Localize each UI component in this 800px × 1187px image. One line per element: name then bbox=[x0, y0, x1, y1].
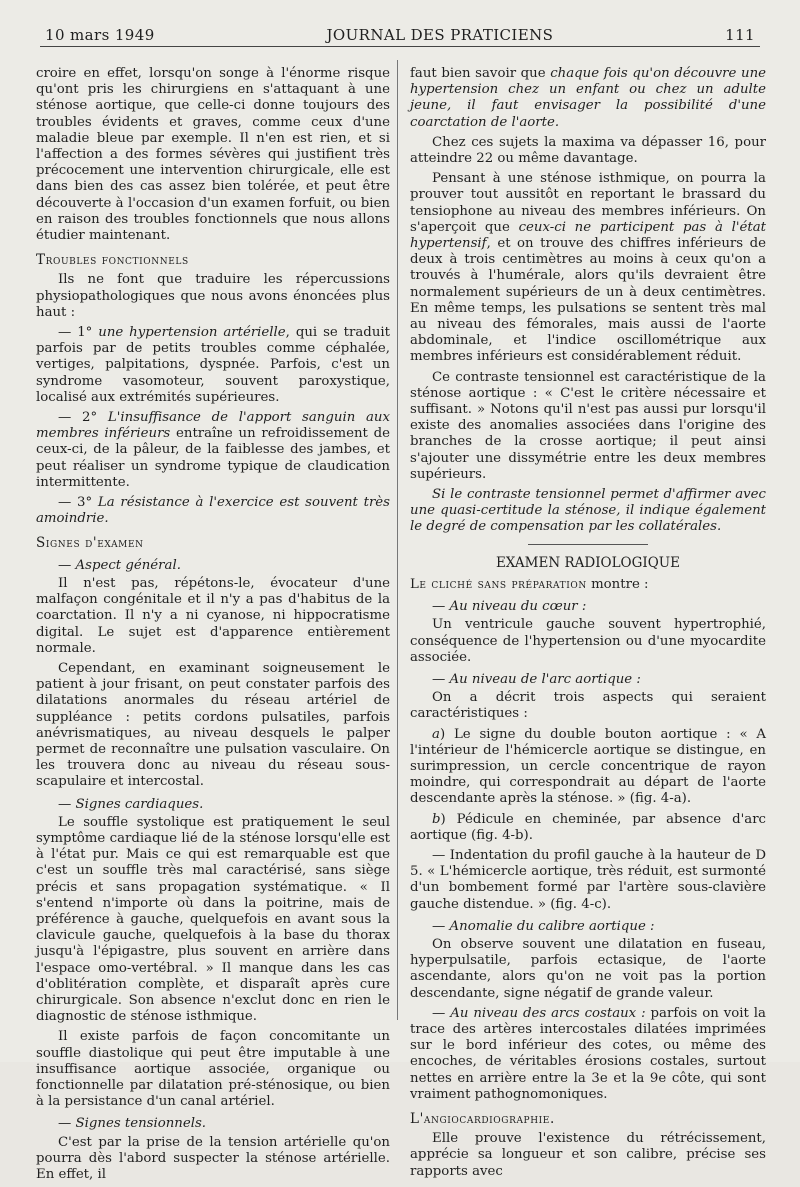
heading-signes-examen: Signes d'examen bbox=[36, 535, 144, 552]
tensionnels-paragraph: C'est par la prise de la tension artérielle qu'on pourra dès l'abord suspecter la sténose artérielle. En effet, il bbox=[36, 1134, 390, 1182]
heading-troubles-fonctionnels: Troubles fonctionnels bbox=[36, 252, 189, 269]
trouble-1: — 1° une hypertension artérielle, qui se traduit parfois par de petits troubles comme céphalée, vertiges, palpitations, dyspnée. Parfois, c'est un syndrome vasomoteur, souvent paroxystique, localisé aux extrémités supérieures. bbox=[36, 325, 390, 405]
sujets-paragraph: Chez ces sujets la maxima va dépasser 16, pour atteindre 22 ou même davantage. bbox=[410, 134, 766, 167]
right-column bbox=[410, 66, 766, 1184]
coeur-paragraph: Un ventricule gauche souvent hypertrophié, conséquence de l'hypertension ou d'une myocardite associée. bbox=[410, 617, 766, 665]
cliche-heading: Le cliché sans préparation montre : bbox=[410, 576, 649, 592]
header-rule bbox=[40, 46, 760, 47]
aspect-paragraph-1: Il n'est pas, répétons-le, évocateur d'une malfaçon congénitale et il n'y a pas d'habitus de la coarctation. Il n'y a ni cyanose, ni hippocratisme digital. Le sujet est d'apparence entièrement normale. bbox=[36, 575, 390, 656]
trouble-3: — 3° La résistance à l'exercice est souvent très amoindrie. bbox=[36, 495, 390, 527]
continuation-paragraph: faut bien savoir que chaque fois qu'on découvre une hypertension chez un enfant ou chez un adulte jeune, il faut envisager la possibilité d'une coarctation de l'aorte. bbox=[410, 66, 766, 130]
subheading-signes-tensionnels: — Signes tensionnels. bbox=[58, 1116, 207, 1132]
section-rule bbox=[528, 544, 648, 545]
aspect-paragraph-2: Cependant, en examinant soigneusement le patient à jour frisant, on peut constater parfois des dilatations anormales du réseau artériel de suppléance : petits cordons pulsatiles, parfois anévrismatiques, au niveau desquels le palper permet de reconnaître une pulsation vasculaire. On les trouvera donc au niveau du réseau sous-scapulaire et intercostal. bbox=[36, 660, 390, 790]
trouble-2: — 2° L'insuffisance de l'apport sanguin aux membres inférieurs entraîne un refroidissement de ceux-ci, de la pâleur, de la faiblesse des jambes, et peut réaliser un syndrome typique de claudication intermittente. bbox=[36, 410, 391, 490]
left-column bbox=[36, 66, 390, 1187]
cardiaques-paragraph-1: Le souffle systolique est pratiquement le seul symptôme cardiaque lié de la sténose lorsqu'elle est à l'état pur. Mais ce qui est remarquable est que c'est un souffle très mal caractérisé, sans siège précis et sans propagation systématique. « Il s'entend n'importe où dans la poitrine, mais de préférence à gauche, quelquefois en avant sous la clavicule gauche, quelquefois à la base du thorax jusqu'à l'épigastre, plus souvent en arrière dans l'espace omo-vertébral. » Il manque dans les cas d'oblitération complète, et disparaît après cure chirurgicale. Son absence n'exclut donc en rien le diagnostic de sténose isthmique. bbox=[36, 814, 390, 1025]
heading-examen-radiologique: EXAMEN RADIOLOGIQUE bbox=[495, 554, 681, 571]
subheading-calibre: — Anomalie du calibre aortique : bbox=[432, 918, 655, 934]
subheading-signes-cardiaques: — Signes cardiaques. bbox=[58, 796, 204, 812]
issue-date: 10 mars 1949 bbox=[45, 26, 155, 44]
calibre-paragraph: On observe souvent une dilatation en fuseau, hyperpulsatile, parfois ectasique, de l'aorte ascendante, alors qu'on ne voit pas la portion descendante, signe négatif de grande valeur. bbox=[410, 936, 766, 1001]
subheading-arc-aortique: — Au niveau de l'arc aortique : bbox=[432, 671, 641, 687]
arc-item-c: — Indentation du profil gauche à la hauteur de D 5. « L'hémicercle aortique, très réduit, est surmonté d'un bombement formé par l'artère sous-clavière gauche distendue. » (fig. 4-c). bbox=[410, 847, 766, 912]
contraste-paragraph: Ce contraste tensionnel est caractéristique de la sténose aortique : « C'est le critère nécessaire et suffisant. » Notons qu'il n'est pas aussi pur lorsqu'il existe des anomalies associées dans l'origine des branches de la crosse aortique; il peut ainsi s'ajouter une dissymétrie entre les deux membres supérieurs. bbox=[410, 369, 766, 482]
cardiaques-paragraph-2: Il existe parfois de façon concomitante un souffle diastolique qui peut être imputable à une insuffisance aortique associée, organique ou fonctionnelle par dilatation pré-sténosique, ou bien à la persistance d'un canal artériel. bbox=[36, 1029, 390, 1110]
arc-item-a: a) Le signe du double bouton aortique : « A l'intérieur de l'hémicercle aortique se distingue, en surimpression, un cercle concentrique de rayon moindre, qui correspondrait au départ de l'aorte descendante après la sténose. » (fig. 4-a). bbox=[410, 726, 766, 807]
troubles-intro: Ils ne font que traduire les répercussions physiopathologiques que nous avons énoncées plus haut : bbox=[36, 272, 390, 320]
page-number: 111 bbox=[725, 26, 755, 44]
arc-paragraph: On a décrit trois aspects qui seraient caractéristiques : bbox=[410, 690, 766, 722]
heading-angiocardiographie: L'angiocardiographie. bbox=[410, 1110, 555, 1127]
compensation-paragraph: Si le contraste tensionnel permet d'affirmer avec une quasi-certitude la sténose, il indique également le degré de compensation par les collatérales. bbox=[410, 487, 766, 535]
subheading-coeur: — Au niveau du cœur : bbox=[432, 599, 587, 615]
subheading-aspect-general: — Aspect général. bbox=[58, 557, 181, 573]
arc-item-b: b) Pédicule en cheminée, par absence d'arc aortique (fig. 4-b). bbox=[410, 811, 766, 843]
pensant-paragraph: Pensant à une sténose isthmique, on pourra la prouver tout aussitôt en reportant le brassard du tensiophone au niveau des membres inférieurs. On s'aperçoit que ceux-ci ne participent pas à l'état hypertensif, et on trouve des chiffres inférieurs de deux à trois centimètres au moins à ceux qu'on a trouvés à l'humérale, alors qu'ils devraient être normalement supérieurs de un à deux centimètres. En même temps, les pulsations se sentent très mal au niveau des fémorales, mais aussi de l'aorte abdominale, et l'indice oscillométrique aux membres inférieurs est considérablement réduit. bbox=[410, 171, 766, 365]
intro-paragraph: croire en effet, lorsqu'on songe à l'énorme risque qu'ont pris les chirurgiens en s'attaquant à une sténose aortique, que celle-ci donne toujours des troubles évidents et graves, comme ceux d'une maladie bleue par exemple. Il n'en est rien, et si l'affection a des formes sévères qui justifient très précocement une intervention chirurgicale, elle est dans bien des cas assez bien tolérée, et peut être découverte à l'occasion d'un examen forfuit, ou bien en raison des troubles fonctionnels que nous allons étudier maintenant. bbox=[36, 66, 390, 244]
angio-paragraph: Elle prouve l'existence du rétrécissement, apprécie sa longueur et son calibre, précise ses rapports avec bbox=[410, 1131, 766, 1179]
arcs-costaux-paragraph: — Au niveau des arcs costaux : parfois on voit la trace des artères intercostales dilatées imprimées sur le bord inférieur des cotes, ou même des encoches, de véritables érosions costales, surtout nettes en arrière entre la 3e et la 9e côte, qui sont vraiment pathognomoniques. bbox=[410, 1005, 766, 1102]
journal-title: JOURNAL DES PRATICIENS bbox=[326, 26, 554, 44]
running-header bbox=[45, 24, 755, 46]
column-divider bbox=[397, 60, 398, 1020]
